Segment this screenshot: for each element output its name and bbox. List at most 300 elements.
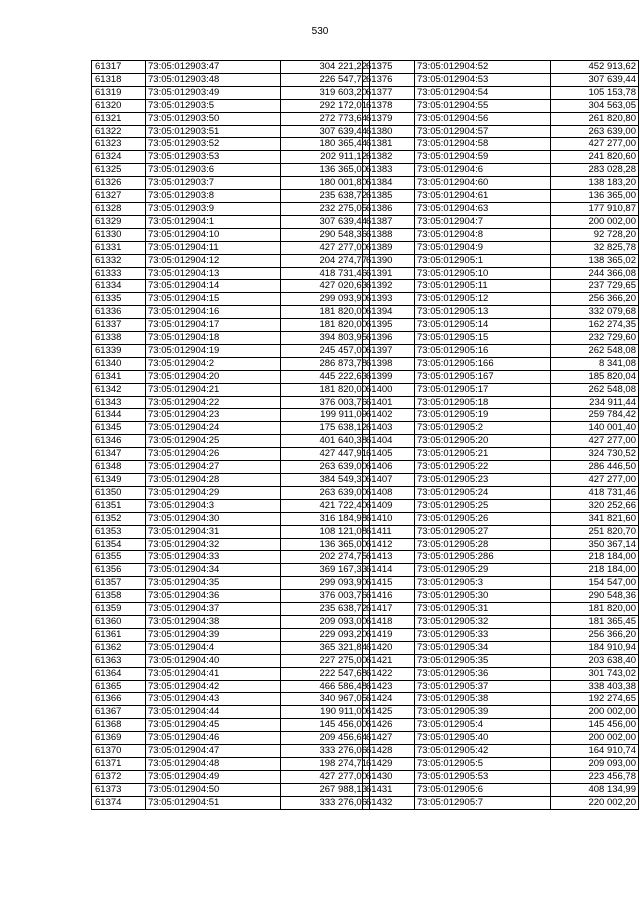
row-number-cell: 61431 xyxy=(363,783,415,796)
table-row xyxy=(92,344,370,357)
cadastral-number-cell: 73:05:012904:37 xyxy=(146,603,281,616)
row-number-cell: 61405 xyxy=(363,448,415,461)
row-number-cell: 61412 xyxy=(363,538,415,551)
row-number-cell: 61334 xyxy=(92,280,146,293)
cadastral-value-cell: 241 820,60 xyxy=(551,151,639,164)
row-number-cell: 61428 xyxy=(363,745,415,758)
row-number-cell: 61323 xyxy=(92,138,146,151)
row-number-cell: 61395 xyxy=(363,319,415,332)
table-row xyxy=(92,680,370,693)
table-row xyxy=(363,538,639,551)
row-number-cell: 61342 xyxy=(92,383,146,396)
cadastral-number-cell: 73:05:012905:1 xyxy=(415,254,551,267)
row-number-cell: 61432 xyxy=(363,796,415,809)
row-number-cell: 61407 xyxy=(363,474,415,487)
row-number-cell: 61345 xyxy=(92,422,146,435)
row-number-cell: 61358 xyxy=(92,590,146,603)
row-number-cell: 61427 xyxy=(363,732,415,745)
cadastral-value-cell: 162 274,35 xyxy=(551,319,639,332)
cadastral-value-cell: 32 825,78 xyxy=(551,241,639,254)
table-row xyxy=(363,112,639,125)
cadastral-value-cell: 263 639,00 xyxy=(551,125,639,138)
cadastral-value-cell: 138 183,20 xyxy=(551,177,639,190)
table-row xyxy=(92,435,370,448)
row-number-cell: 61341 xyxy=(92,370,146,383)
row-number-cell: 61415 xyxy=(363,577,415,590)
row-number-cell: 61357 xyxy=(92,577,146,590)
cadastral-value-cell: 235 638,72 xyxy=(281,603,370,616)
cadastral-number-cell: 73:05:012903:6 xyxy=(146,164,281,177)
cadastral-number-cell: 73:05:012905:24 xyxy=(415,486,551,499)
table-row xyxy=(363,796,639,809)
row-number-cell: 61384 xyxy=(363,177,415,190)
table-body-left xyxy=(92,61,370,810)
row-number-cell: 61319 xyxy=(92,86,146,99)
cadastral-value-cell: 237 729,65 xyxy=(551,280,639,293)
cadastral-number-cell: 73:05:012903:51 xyxy=(146,125,281,138)
cadastral-number-cell: 73:05:012904:4 xyxy=(146,641,281,654)
cadastral-number-cell: 73:05:012904:11 xyxy=(146,241,281,254)
table-row xyxy=(363,293,639,306)
table-row xyxy=(363,499,639,512)
row-number-cell: 61414 xyxy=(363,564,415,577)
table-row xyxy=(92,474,370,487)
cadastral-number-cell: 73:05:012904:59 xyxy=(415,151,551,164)
cadastral-number-cell: 73:05:012904:32 xyxy=(146,538,281,551)
cadastral-value-cell: 226 547,72 xyxy=(281,73,370,86)
table-row xyxy=(363,86,639,99)
table-row xyxy=(92,332,370,345)
cadastral-number-cell: 73:05:012905:2 xyxy=(415,422,551,435)
cadastral-number-cell: 73:05:012903:53 xyxy=(146,151,281,164)
cadastral-value-cell: 251 820,70 xyxy=(551,525,639,538)
cadastral-number-cell: 73:05:012903:50 xyxy=(146,112,281,125)
table-row xyxy=(363,357,639,370)
table-row xyxy=(92,448,370,461)
table-row xyxy=(363,177,639,190)
table-row xyxy=(92,383,370,396)
row-number-cell: 61411 xyxy=(363,525,415,538)
cadastral-value-cell: 218 184,00 xyxy=(551,564,639,577)
cadastral-value-cell: 184 910,94 xyxy=(551,641,639,654)
table-row xyxy=(92,770,370,783)
cadastral-value-cell: 304 563,05 xyxy=(551,99,639,112)
table-row xyxy=(92,164,370,177)
table-row xyxy=(363,435,639,448)
table-row xyxy=(363,577,639,590)
cadastral-number-cell: 73:05:012905:26 xyxy=(415,512,551,525)
row-number-cell: 61353 xyxy=(92,525,146,538)
cadastral-number-cell: 73:05:012904:17 xyxy=(146,319,281,332)
cadastral-number-cell: 73:05:012904:43 xyxy=(146,693,281,706)
cadastral-number-cell: 73:05:012905:53 xyxy=(415,770,551,783)
cadastral-value-cell: 180 001,80 xyxy=(281,177,370,190)
table-row xyxy=(92,525,370,538)
cadastral-number-cell: 73:05:012904:54 xyxy=(415,86,551,99)
cadastral-number-cell: 73:05:012905:16 xyxy=(415,344,551,357)
row-number-cell: 61322 xyxy=(92,125,146,138)
table-row xyxy=(92,693,370,706)
cadastral-number-cell: 73:05:012905:15 xyxy=(415,332,551,345)
table-row xyxy=(92,422,370,435)
cadastral-number-cell: 73:05:012905:29 xyxy=(415,564,551,577)
cadastral-number-cell: 73:05:012904:2 xyxy=(146,357,281,370)
cadastral-value-cell: 427 447,91 xyxy=(281,448,370,461)
cadastral-value-cell: 185 820,04 xyxy=(551,370,639,383)
table-row xyxy=(363,564,639,577)
cadastral-value-cell: 138 365,02 xyxy=(551,254,639,267)
cadastral-number-cell: 73:05:012904:51 xyxy=(146,796,281,809)
cadastral-value-cell: 427 277,00 xyxy=(551,435,639,448)
cadastral-number-cell: 73:05:012905:4 xyxy=(415,719,551,732)
cadastral-number-cell: 73:05:012905:286 xyxy=(415,551,551,564)
cadastral-value-cell: 136 365,00 xyxy=(551,190,639,203)
table-row xyxy=(92,732,370,745)
table-row xyxy=(92,177,370,190)
table-row xyxy=(363,306,639,319)
row-number-cell: 61330 xyxy=(92,228,146,241)
cadastral-number-cell: 73:05:012904:6 xyxy=(415,164,551,177)
table-row xyxy=(363,654,639,667)
cadastral-number-cell: 73:05:012904:35 xyxy=(146,577,281,590)
cadastral-number-cell: 73:05:012904:60 xyxy=(415,177,551,190)
cadastral-value-cell: 105 153,78 xyxy=(551,86,639,99)
table-row xyxy=(363,241,639,254)
cadastral-number-cell: 73:05:012903:9 xyxy=(146,202,281,215)
cadastral-value-cell: 272 773,64 xyxy=(281,112,370,125)
table-row xyxy=(363,693,639,706)
table-row xyxy=(92,73,370,86)
cadastral-value-cell: 290 548,36 xyxy=(551,590,639,603)
cadastral-value-cell: 466 586,48 xyxy=(281,680,370,693)
cadastral-number-cell: 73:05:012904:42 xyxy=(146,680,281,693)
table-row xyxy=(92,757,370,770)
cadastral-number-cell: 73:05:012904:57 xyxy=(415,125,551,138)
cadastral-number-cell: 73:05:012904:28 xyxy=(146,474,281,487)
row-number-cell: 61398 xyxy=(363,357,415,370)
row-number-cell: 61344 xyxy=(92,409,146,422)
cadastral-value-cell: 320 252,66 xyxy=(551,499,639,512)
cadastral-value-cell: 376 003,76 xyxy=(281,396,370,409)
table-row xyxy=(92,654,370,667)
cadastral-number-cell: 73:05:012903:47 xyxy=(146,61,281,74)
table-row xyxy=(363,706,639,719)
row-number-cell: 61379 xyxy=(363,112,415,125)
cadastral-value-cell: 394 803,95 xyxy=(281,332,370,345)
cadastral-value-cell: 304 221,22 xyxy=(281,61,370,74)
cadastral-value-cell: 267 988,13 xyxy=(281,783,370,796)
table-row xyxy=(92,512,370,525)
row-number-cell: 61375 xyxy=(363,61,415,74)
cadastral-number-cell: 73:05:012904:39 xyxy=(146,628,281,641)
table-row xyxy=(92,461,370,474)
cadastral-value-cell: 365 321,84 xyxy=(281,641,370,654)
cadastral-value-cell: 232 275,05 xyxy=(281,202,370,215)
cadastral-value-cell: 333 276,06 xyxy=(281,796,370,809)
row-number-cell: 61410 xyxy=(363,512,415,525)
cadastral-number-cell: 73:05:012905:14 xyxy=(415,319,551,332)
table-row xyxy=(92,215,370,228)
table-row xyxy=(92,61,370,74)
row-number-cell: 61348 xyxy=(92,461,146,474)
row-number-cell: 61335 xyxy=(92,293,146,306)
cadastral-value-cell: 203 638,40 xyxy=(551,654,639,667)
cadastral-number-cell: 73:05:012904:31 xyxy=(146,525,281,538)
table-body-right xyxy=(363,61,639,810)
cadastral-value-cell: 301 743,02 xyxy=(551,667,639,680)
row-number-cell: 61360 xyxy=(92,615,146,628)
row-number-cell: 61364 xyxy=(92,667,146,680)
cadastral-number-cell: 73:05:012903:5 xyxy=(146,99,281,112)
row-number-cell: 61349 xyxy=(92,474,146,487)
cadastral-number-cell: 73:05:012905:3 xyxy=(415,577,551,590)
cadastral-value-cell: 376 003,76 xyxy=(281,590,370,603)
row-number-cell: 61363 xyxy=(92,654,146,667)
table-row xyxy=(363,151,639,164)
table-row xyxy=(363,551,639,564)
row-number-cell: 61408 xyxy=(363,486,415,499)
cadastral-number-cell: 73:05:012905:17 xyxy=(415,383,551,396)
table-row xyxy=(363,615,639,628)
row-number-cell: 61425 xyxy=(363,706,415,719)
cadastral-number-cell: 73:05:012904:26 xyxy=(146,448,281,461)
table-row xyxy=(363,370,639,383)
row-number-cell: 61422 xyxy=(363,667,415,680)
table-row xyxy=(92,615,370,628)
cadastral-value-cell: 220 002,20 xyxy=(551,796,639,809)
row-number-cell: 61368 xyxy=(92,719,146,732)
row-number-cell: 61329 xyxy=(92,215,146,228)
row-number-cell: 61429 xyxy=(363,757,415,770)
row-number-cell: 61420 xyxy=(363,641,415,654)
row-number-cell: 61366 xyxy=(92,693,146,706)
cadastral-value-cell: 181 820,00 xyxy=(281,319,370,332)
row-number-cell: 61318 xyxy=(92,73,146,86)
cadastral-value-cell: 401 640,38 xyxy=(281,435,370,448)
cadastral-value-cell: 108 121,08 xyxy=(281,525,370,538)
cadastral-value-cell: 190 911,00 xyxy=(281,706,370,719)
row-number-cell: 61355 xyxy=(92,551,146,564)
table-row xyxy=(363,641,639,654)
cadastral-number-cell: 73:05:012904:3 xyxy=(146,499,281,512)
cadastral-number-cell: 73:05:012905:7 xyxy=(415,796,551,809)
table-row xyxy=(92,719,370,732)
cadastral-table-left xyxy=(91,60,370,810)
row-number-cell: 61419 xyxy=(363,628,415,641)
row-number-cell: 61376 xyxy=(363,73,415,86)
cadastral-number-cell: 73:05:012905:11 xyxy=(415,280,551,293)
cadastral-number-cell: 73:05:012905:30 xyxy=(415,590,551,603)
cadastral-number-cell: 73:05:012904:25 xyxy=(146,435,281,448)
row-number-cell: 61413 xyxy=(363,551,415,564)
table-row xyxy=(92,667,370,680)
row-number-cell: 61317 xyxy=(92,61,146,74)
cadastral-number-cell: 73:05:012904:30 xyxy=(146,512,281,525)
table-row xyxy=(92,125,370,138)
cadastral-number-cell: 73:05:012905:32 xyxy=(415,615,551,628)
row-number-cell: 61418 xyxy=(363,615,415,628)
cadastral-number-cell: 73:05:012905:166 xyxy=(415,357,551,370)
cadastral-value-cell: 136 365,00 xyxy=(281,164,370,177)
table-row xyxy=(92,228,370,241)
cadastral-number-cell: 73:05:012904:13 xyxy=(146,267,281,280)
table-row xyxy=(92,745,370,758)
cadastral-value-cell: 181 820,00 xyxy=(281,383,370,396)
table-row xyxy=(363,396,639,409)
cadastral-number-cell: 73:05:012904:1 xyxy=(146,215,281,228)
cadastral-value-cell: 218 184,00 xyxy=(551,551,639,564)
cadastral-number-cell: 73:05:012904:10 xyxy=(146,228,281,241)
cadastral-number-cell: 73:05:012904:15 xyxy=(146,293,281,306)
row-number-cell: 61430 xyxy=(363,770,415,783)
row-number-cell: 61393 xyxy=(363,293,415,306)
cadastral-number-cell: 73:05:012905:31 xyxy=(415,603,551,616)
row-number-cell: 61320 xyxy=(92,99,146,112)
cadastral-number-cell: 73:05:012904:48 xyxy=(146,757,281,770)
table-row xyxy=(363,125,639,138)
table-row xyxy=(92,267,370,280)
cadastral-value-cell: 299 093,90 xyxy=(281,293,370,306)
table-row xyxy=(363,202,639,215)
cadastral-value-cell: 427 277,00 xyxy=(281,241,370,254)
cadastral-value-cell: 199 911,09 xyxy=(281,409,370,422)
table-row xyxy=(92,551,370,564)
row-number-cell: 61367 xyxy=(92,706,146,719)
cadastral-number-cell: 73:05:012905:6 xyxy=(415,783,551,796)
row-number-cell: 61365 xyxy=(92,680,146,693)
cadastral-value-cell: 350 367,14 xyxy=(551,538,639,551)
cadastral-value-cell: 261 820,80 xyxy=(551,112,639,125)
table-row xyxy=(363,770,639,783)
cadastral-number-cell: 73:05:012905:27 xyxy=(415,525,551,538)
row-number-cell: 61331 xyxy=(92,241,146,254)
cadastral-number-cell: 73:05:012904:55 xyxy=(415,99,551,112)
row-number-cell: 61332 xyxy=(92,254,146,267)
cadastral-number-cell: 73:05:012905:42 xyxy=(415,745,551,758)
cadastral-number-cell: 73:05:012904:18 xyxy=(146,332,281,345)
cadastral-number-cell: 73:05:012904:49 xyxy=(146,770,281,783)
table-row xyxy=(363,319,639,332)
cadastral-value-cell: 369 167,33 xyxy=(281,564,370,577)
cadastral-number-cell: 73:05:012904:8 xyxy=(415,228,551,241)
row-number-cell: 61383 xyxy=(363,164,415,177)
cadastral-number-cell: 73:05:012904:27 xyxy=(146,461,281,474)
cadastral-value-cell: 177 910,87 xyxy=(551,202,639,215)
table-row xyxy=(92,577,370,590)
row-number-cell: 61406 xyxy=(363,461,415,474)
cadastral-number-cell: 73:05:012905:167 xyxy=(415,370,551,383)
cadastral-value-cell: 299 093,90 xyxy=(281,577,370,590)
cadastral-value-cell: 316 184,98 xyxy=(281,512,370,525)
table-row xyxy=(92,254,370,267)
cadastral-value-cell: 202 911,12 xyxy=(281,151,370,164)
cadastral-value-cell: 307 639,44 xyxy=(281,215,370,228)
cadastral-value-cell: 319 603,20 xyxy=(281,86,370,99)
cadastral-number-cell: 73:05:012904:36 xyxy=(146,590,281,603)
cadastral-number-cell: 73:05:012904:44 xyxy=(146,706,281,719)
row-number-cell: 61426 xyxy=(363,719,415,732)
row-number-cell: 61337 xyxy=(92,319,146,332)
cadastral-value-cell: 427 277,00 xyxy=(281,770,370,783)
row-number-cell: 61392 xyxy=(363,280,415,293)
row-number-cell: 61386 xyxy=(363,202,415,215)
cadastral-number-cell: 73:05:012904:47 xyxy=(146,745,281,758)
cadastral-number-cell: 73:05:012904:41 xyxy=(146,667,281,680)
cadastral-value-cell: 262 548,08 xyxy=(551,344,639,357)
table-row xyxy=(363,461,639,474)
cadastral-number-cell: 73:05:012904:20 xyxy=(146,370,281,383)
cadastral-value-cell: 292 172,01 xyxy=(281,99,370,112)
cadastral-number-cell: 73:05:012904:45 xyxy=(146,719,281,732)
cadastral-number-cell: 73:05:012905:12 xyxy=(415,293,551,306)
cadastral-number-cell: 73:05:012905:20 xyxy=(415,435,551,448)
cadastral-number-cell: 73:05:012905:21 xyxy=(415,448,551,461)
cadastral-number-cell: 73:05:012904:46 xyxy=(146,732,281,745)
row-number-cell: 61340 xyxy=(92,357,146,370)
cadastral-number-cell: 73:05:012904:50 xyxy=(146,783,281,796)
cadastral-value-cell: 259 784,42 xyxy=(551,409,639,422)
cadastral-value-cell: 209 093,00 xyxy=(551,757,639,770)
table-row xyxy=(363,680,639,693)
row-number-cell: 61377 xyxy=(363,86,415,99)
table-row xyxy=(92,628,370,641)
cadastral-value-cell: 227 275,00 xyxy=(281,654,370,667)
cadastral-number-cell: 73:05:012904:12 xyxy=(146,254,281,267)
cadastral-number-cell: 73:05:012904:9 xyxy=(415,241,551,254)
cadastral-number-cell: 73:05:012904:14 xyxy=(146,280,281,293)
cadastral-value-cell: 421 722,40 xyxy=(281,499,370,512)
table-row xyxy=(92,86,370,99)
table-row xyxy=(92,538,370,551)
row-number-cell: 61324 xyxy=(92,151,146,164)
row-number-cell: 61361 xyxy=(92,628,146,641)
cadastral-value-cell: 445 222,63 xyxy=(281,370,370,383)
table-row xyxy=(363,590,639,603)
cadastral-value-cell: 452 913,62 xyxy=(551,61,639,74)
table-row xyxy=(363,190,639,203)
cadastral-number-cell: 73:05:012904:7 xyxy=(415,215,551,228)
row-number-cell: 61373 xyxy=(92,783,146,796)
cadastral-number-cell: 73:05:012903:7 xyxy=(146,177,281,190)
cadastral-value-cell: 418 731,46 xyxy=(551,486,639,499)
cadastral-value-cell: 235 638,72 xyxy=(281,190,370,203)
table-row xyxy=(92,590,370,603)
row-number-cell: 61371 xyxy=(92,757,146,770)
row-number-cell: 61382 xyxy=(363,151,415,164)
row-number-cell: 61362 xyxy=(92,641,146,654)
table-row xyxy=(363,422,639,435)
table-row xyxy=(363,757,639,770)
cadastral-value-cell: 209 093,00 xyxy=(281,615,370,628)
row-number-cell: 61339 xyxy=(92,344,146,357)
cadastral-value-cell: 181 365,45 xyxy=(551,615,639,628)
table-row xyxy=(363,215,639,228)
table-row xyxy=(92,564,370,577)
row-number-cell: 61421 xyxy=(363,654,415,667)
cadastral-value-cell: 256 366,20 xyxy=(551,628,639,641)
table-row xyxy=(363,164,639,177)
row-number-cell: 61399 xyxy=(363,370,415,383)
cadastral-number-cell: 73:05:012903:48 xyxy=(146,73,281,86)
table-row xyxy=(92,138,370,151)
cadastral-value-cell: 290 548,36 xyxy=(281,228,370,241)
table-row xyxy=(363,254,639,267)
cadastral-number-cell: 73:05:012905:19 xyxy=(415,409,551,422)
row-number-cell: 61401 xyxy=(363,396,415,409)
table-row xyxy=(92,280,370,293)
cadastral-value-cell: 202 274,75 xyxy=(281,551,370,564)
cadastral-value-cell: 154 547,00 xyxy=(551,577,639,590)
